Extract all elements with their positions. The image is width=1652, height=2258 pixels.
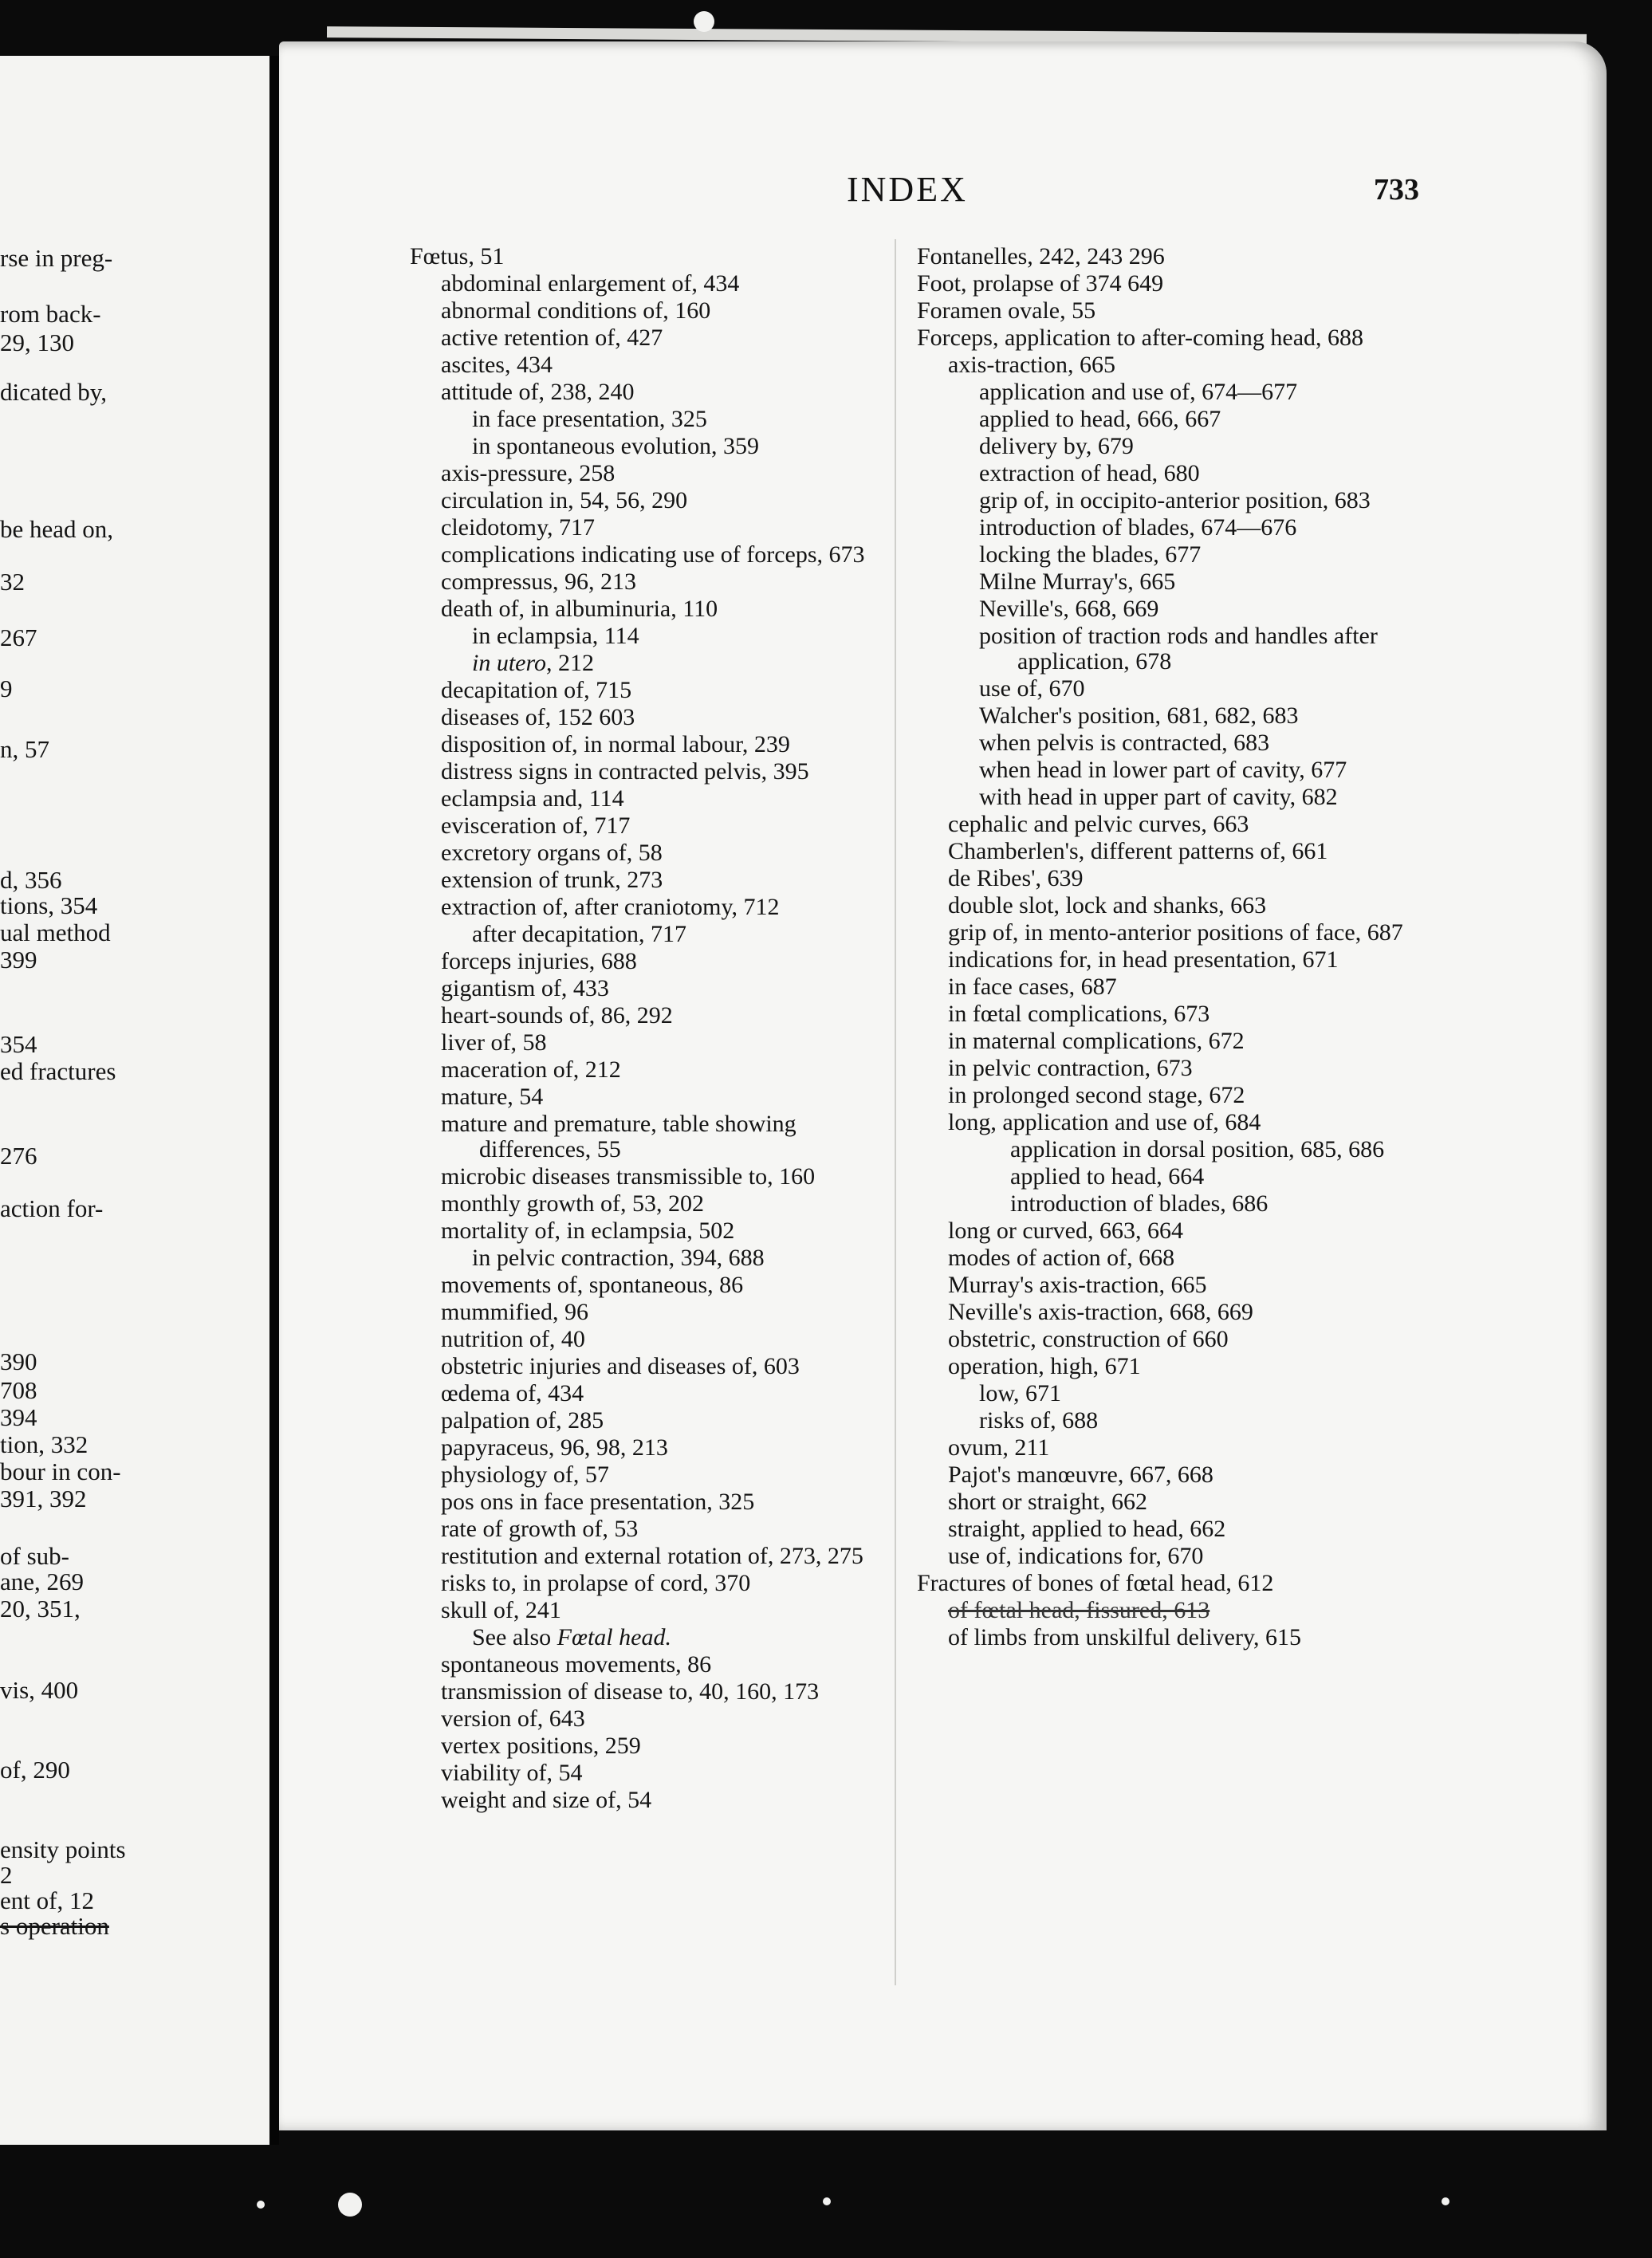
- index-entry: distress signs in contracted pelvis, 395: [441, 758, 809, 785]
- index-entry: locking the blades, 677: [979, 541, 1202, 568]
- index-entry: Forceps, application to after-coming head, 688: [917, 325, 1364, 351]
- index-entry: transmission of disease to, 40, 160, 173: [441, 1678, 820, 1705]
- index-entry: complications indicating use of forceps, 673: [441, 541, 865, 568]
- index-entry: use of, indications for, 670: [948, 1543, 1204, 1569]
- left-page-fragment: tion, 332: [0, 1430, 88, 1458]
- left-page-fragment: 267: [0, 624, 37, 651]
- left-page-fragment: 394: [0, 1403, 37, 1431]
- page-header: [813, 169, 1419, 217]
- index-entry: in pelvic contraction, 673: [948, 1055, 1193, 1081]
- index-entry: in face presentation, 325: [472, 406, 707, 432]
- index-column-left: [410, 244, 896, 1815]
- index-entry: use of, 670: [979, 675, 1085, 702]
- index-entry: Neville's, 668, 669: [979, 596, 1159, 622]
- index-entry: vertex positions, 259: [441, 1733, 641, 1759]
- left-page-fragment: rse in preg-: [0, 244, 113, 272]
- left-page-fragment: 29, 130: [0, 328, 74, 356]
- index-entry: Murray's axis-traction, 665: [948, 1272, 1207, 1298]
- index-entry: introduction of blades, 674—676: [979, 514, 1297, 541]
- index-entry: forceps injuries, 688: [441, 948, 637, 974]
- index-entry: evisceration of, 717: [441, 812, 631, 839]
- index-entry: operation, high, 671: [948, 1353, 1141, 1379]
- index-entry: in pelvic contraction, 394, 688: [472, 1245, 765, 1271]
- index-entry: delivery by, 679: [979, 433, 1134, 459]
- index-entry: Fontanelles, 242, 243 296: [917, 243, 1165, 269]
- index-entry: death of, in albuminuria, 110: [441, 596, 718, 622]
- index-entry: in fœtal complications, 673: [948, 1001, 1210, 1027]
- index-entry: liver of, 58: [441, 1029, 547, 1056]
- index-entry: in utero, 212: [472, 650, 595, 676]
- index-entry: after decapitation, 717: [472, 921, 687, 947]
- index-entry: monthly growth of, 53, 202: [441, 1190, 704, 1217]
- index-entry: ovum, 211: [948, 1434, 1050, 1461]
- index-entry: obstetric, construction of 660: [948, 1326, 1229, 1352]
- index-entry: obstetric injuries and diseases of, 603: [441, 1353, 800, 1379]
- index-entry: of fœtal head, fissured, 613: [948, 1597, 1210, 1623]
- index-entry: mature and premature, table showing differences, 55: [441, 1111, 796, 1162]
- index-entry: indications for, in head presentation, 671: [948, 946, 1339, 973]
- index-entry: mummified, 96: [441, 1299, 588, 1325]
- index-entry: gigantism of, 433: [441, 975, 609, 1001]
- index-entry: physiology of, 57: [441, 1461, 609, 1488]
- index-entry: extraction of head, 680: [979, 460, 1200, 486]
- index-entry: cleidotomy, 717: [441, 514, 596, 541]
- index-entry: Pajot's manœuvre, 667, 668: [948, 1461, 1213, 1488]
- index-entry: version of, 643: [441, 1705, 585, 1732]
- left-page-fragment: 354: [0, 1030, 37, 1058]
- index-entry: de Ribes', 639: [948, 865, 1084, 891]
- index-column-right: [917, 244, 1403, 1652]
- index-entry: heart-sounds of, 86, 292: [441, 1002, 673, 1029]
- left-page-fragment: ensity points: [0, 1835, 126, 1863]
- index-entry: restitution and external rotation of, 273, 275: [441, 1543, 863, 1569]
- index-entry: extraction of, after craniotomy, 712: [441, 894, 780, 920]
- index-entry: disposition of, in normal labour, 239: [441, 731, 790, 757]
- index-entry: excretory organs of, 58: [441, 840, 663, 866]
- index-entry: long, application and use of, 684: [948, 1109, 1261, 1135]
- scan-speck: [823, 2197, 831, 2205]
- index-entry: papyraceus, 96, 98, 213: [441, 1434, 668, 1461]
- index-entry: Foramen ovale, 55: [917, 297, 1096, 324]
- index-entry: Foot, prolapse of 374 649: [917, 270, 1164, 297]
- index-entry: abdominal enlargement of, 434: [441, 270, 740, 297]
- index-entry: of limbs from unskilful delivery, 615: [948, 1624, 1301, 1650]
- index-entry: in prolonged second stage, 672: [948, 1082, 1245, 1108]
- left-page-fragment: 2: [0, 1861, 13, 1889]
- index-entry: application in dorsal position, 685, 686: [1010, 1136, 1385, 1162]
- index-entry: application and use of, 674—677: [979, 379, 1298, 405]
- left-page-fragment: d, 356: [0, 866, 62, 894]
- page-number: 733: [1374, 173, 1419, 207]
- index-entry: with head in upper part of cavity, 682: [979, 784, 1338, 810]
- left-page-fragment: 391, 392: [0, 1485, 87, 1513]
- index-entry: short or straight, 662: [948, 1489, 1147, 1515]
- index-entry: maceration of, 212: [441, 1056, 621, 1083]
- index-entry: compressus, 96, 213: [441, 568, 636, 595]
- index-entry: when pelvis is contracted, 683: [979, 730, 1270, 756]
- left-page-fragment: of sub-: [0, 1542, 69, 1570]
- left-page-fragment: ual method: [0, 919, 111, 946]
- left-page-fragment: 20, 351,: [0, 1595, 81, 1623]
- index-entry: axis-pressure, 258: [441, 460, 616, 486]
- index-entry: Walcher's position, 681, 682, 683: [979, 702, 1299, 729]
- index-entry: Fractures of bones of fœtal head, 612: [917, 1570, 1274, 1596]
- index-entry: spontaneous movements, 86: [441, 1651, 712, 1678]
- index-entry: mortality of, in eclampsia, 502: [441, 1218, 735, 1244]
- index-entry: palpation of, 285: [441, 1407, 604, 1434]
- index-entry: double slot, lock and shanks, 663: [948, 892, 1267, 919]
- left-page-fragment: 708: [0, 1376, 37, 1404]
- index-entry: œdema of, 434: [441, 1380, 584, 1406]
- left-page-fragment: rom back-: [0, 300, 101, 328]
- index-entry: in maternal complications, 672: [948, 1028, 1245, 1054]
- index-entry: applied to head, 666, 667: [979, 406, 1221, 432]
- index-entry: low, 671: [979, 1380, 1062, 1406]
- index-entry: movements of, spontaneous, 86: [441, 1272, 744, 1298]
- left-page-fragment: of, 290: [0, 1756, 70, 1784]
- scan-speck: [1442, 2197, 1449, 2205]
- index-entry: Neville's axis-traction, 668, 669: [948, 1299, 1253, 1325]
- index-entry: in spontaneous evolution, 359: [472, 433, 759, 459]
- index-entry: straight, applied to head, 662: [948, 1516, 1226, 1542]
- index-entry: microbic diseases transmissible to, 160: [441, 1163, 816, 1190]
- index-entry: abnormal conditions of, 160: [441, 297, 711, 324]
- index-entry: decapitation of, 715: [441, 677, 632, 703]
- left-page-fragment: tions, 354: [0, 891, 98, 919]
- left-page-fragment: be head on,: [0, 515, 114, 543]
- index-entry: in eclampsia, 114: [472, 623, 639, 649]
- page-title: INDEX: [847, 170, 968, 209]
- left-page-fragment: 390: [0, 1347, 37, 1375]
- index-entry: circulation in, 54, 56, 290: [441, 487, 688, 513]
- index-entry: extension of trunk, 273: [441, 867, 663, 893]
- index-entry: Chamberlen's, different patterns of, 661: [948, 838, 1328, 864]
- index-entry: when head in lower part of cavity, 677: [979, 757, 1347, 783]
- left-page-fragment: ane, 269: [0, 1568, 85, 1595]
- left-page-fragment: dicated by,: [0, 378, 107, 406]
- book-spine: [269, 56, 279, 2145]
- scan-speck: [257, 2201, 265, 2209]
- index-entry: viability of, 54: [441, 1760, 583, 1786]
- index-entry: See also Fœtal head.: [472, 1624, 671, 1650]
- left-page-fragment: vis, 400: [0, 1676, 79, 1704]
- index-entry: attitude of, 238, 240: [441, 379, 635, 405]
- index-entry: risks of, 688: [979, 1407, 1099, 1434]
- left-page-fragment: s operation: [0, 1912, 109, 1940]
- left-page: [0, 56, 269, 2145]
- scan-speck: [338, 2193, 362, 2217]
- left-page-fragment: n, 57: [0, 735, 49, 763]
- index-entry: cephalic and pelvic curves, 663: [948, 811, 1249, 837]
- index-entry: rate of growth of, 53: [441, 1516, 639, 1542]
- index-entry: eclampsia and, 114: [441, 785, 624, 812]
- index-entry: introduction of blades, 686: [1010, 1190, 1268, 1217]
- index-entry: active retention of, 427: [441, 325, 663, 351]
- index-entry: weight and size of, 54: [441, 1787, 652, 1813]
- left-page-fragment: 276: [0, 1142, 37, 1170]
- index-entry: ascites, 434: [441, 352, 553, 378]
- left-page-fragment: 9: [0, 675, 13, 702]
- left-page-fragment: bour in con-: [0, 1457, 121, 1485]
- index-entry: diseases of, 152 603: [441, 704, 635, 730]
- index-entry: risks to, in prolapse of cord, 370: [441, 1570, 751, 1596]
- index-entry: mature, 54: [441, 1084, 544, 1110]
- left-page-fragment: ent of, 12: [0, 1886, 94, 1914]
- index-entry: long or curved, 663, 664: [948, 1218, 1183, 1244]
- left-page-fragment: 32: [0, 568, 25, 596]
- index-entry: Fœtus, 51: [410, 243, 505, 269]
- index-entry: pos ons in face presentation, 325: [441, 1489, 755, 1515]
- index-entry: skull of, 241: [441, 1597, 561, 1623]
- left-page-fragment: 399: [0, 946, 37, 974]
- index-entry: applied to head, 664: [1010, 1163, 1205, 1190]
- index-entry: grip of, in mento-anterior positions of face, 687: [948, 919, 1403, 946]
- index-entry: position of traction rods and handles after application, 678: [979, 623, 1378, 675]
- index-entry: in face cases, 687: [948, 974, 1117, 1000]
- index-entry: axis-traction, 665: [948, 352, 1115, 378]
- index-entry: modes of action of, 668: [948, 1245, 1175, 1271]
- index-entry: grip of, in occipito-anterior position, 683: [979, 487, 1371, 513]
- left-page-fragment: action for-: [0, 1194, 104, 1222]
- index-entry: Milne Murray's, 665: [979, 568, 1176, 595]
- index-entry: nutrition of, 40: [441, 1326, 585, 1352]
- left-page-fragment: ed fractures: [0, 1057, 116, 1085]
- scan-speck: [694, 11, 714, 32]
